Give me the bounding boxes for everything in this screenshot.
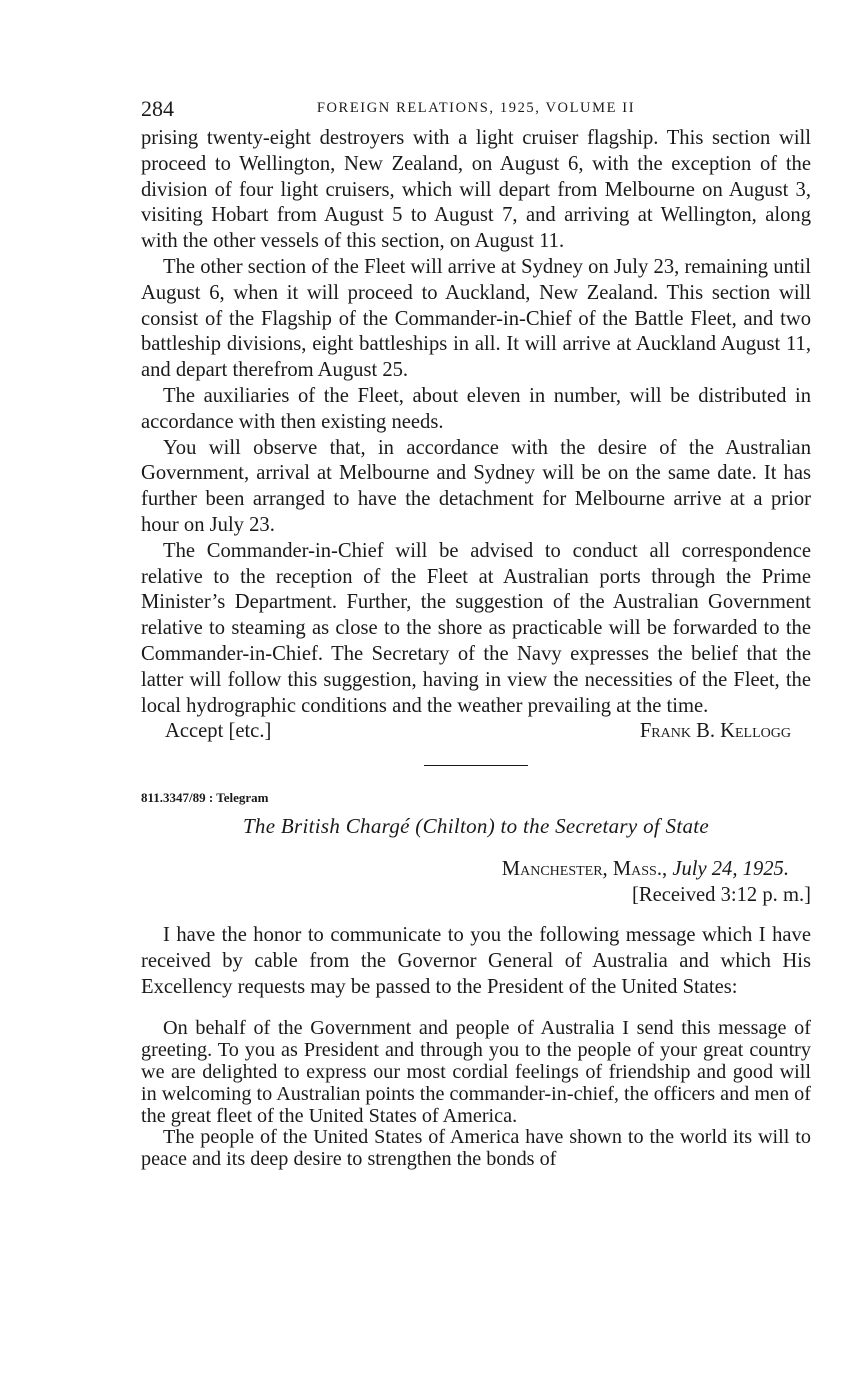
file-reference: 811.3347/89 : Telegram (141, 790, 269, 806)
message-paragraph-peace: The people of the United States of America have shown to the world its will to peace and its deep desire to strengthen the bonds of (141, 1126, 811, 1171)
received-time: [Received 3:12 p. m.] (632, 884, 811, 907)
paragraph-fleet-sydney: The other section of the Fleet will arrive at Sydney on July 23, remaining until August 6, when it will proceed to Auckland, New Zealand. This section will consist of the Flagship of the Commander-in-Chief of the Battle Fleet, and two battleship divisions, eight battleships in all. It will arrive at Auckland August 11, and depart therefrom August 25. (141, 255, 811, 382)
document-title: The British Chargé (Chilton) to the Secretary of State (242, 814, 710, 839)
page-number: 284 (141, 96, 174, 121)
paragraph-arrival-date: You will observe that, in accordance with the desire of the Australian Government, arrival at Melbourne and Sydney will be on the same date. It has further been arranged to have the detachment for Melbourne arrive at a prior hour on July 23. (141, 436, 811, 536)
quoted-message (141, 1018, 811, 1171)
document-page (141, 92, 811, 1171)
paragraph-continuation: prising twenty-eight destroyers with a light cruiser flagship. This section will proceed to Wellington, New Zealand, on August 6, with the exception of the division of four light cruisers, which will depart from Melbourne on August 3, visiting Hobart from August 5 to August 7, and arriving at Wellington, along with the other vessels of this section, on August 11. (141, 127, 811, 253)
paragraph-communicate: I have the honor to communicate to you the following message which I have received by cable from the Governor General of Australia and which His Excellency requests may be passed to the President of the United States: (141, 923, 811, 998)
running-head-title: FOREIGN RELATIONS, 1925, VOLUME II (316, 100, 636, 116)
dateline-date: July 24, 1925. (672, 858, 789, 881)
paragraph-correspondence: The Commander-in-Chief will be advised to conduct all correspondence relative to the reception of the Fleet at Australian ports through the Prime Minister’s Department. Further, the suggestion of the Australian Government relative to steaming as close to the shore as practicable will be forwarded to the Commander-in-Chief. The Secretary of the Navy expresses the belief that the latter will follow this suggestion, having in view the necessities of the Fleet, the local hydrographic conditions and the weather prevailing at the time. (141, 539, 811, 717)
section-divider (424, 765, 528, 766)
running-head (141, 92, 811, 126)
paragraph-auxiliaries: The auxiliaries of the Fleet, about eleven in number, will be distributed in accordance with then existing needs. (141, 384, 811, 433)
dateline-place: Manchester, Mass., (501, 858, 668, 881)
closing-accept: Accept [etc.] (165, 720, 272, 743)
message-paragraph-greeting: On behalf of the Government and people of Australia I send this message of greeting. To you as President and through you to the people of your great country we are delighted to express our most cordial feelings of friendship and good will in welcoming to Australian points the commander-in-chief, the officers and men of the great fleet of the United States of America. (141, 1017, 811, 1127)
signature: Frank B. Kellogg (639, 720, 791, 743)
dateline (141, 857, 811, 883)
closing-line (141, 719, 811, 745)
